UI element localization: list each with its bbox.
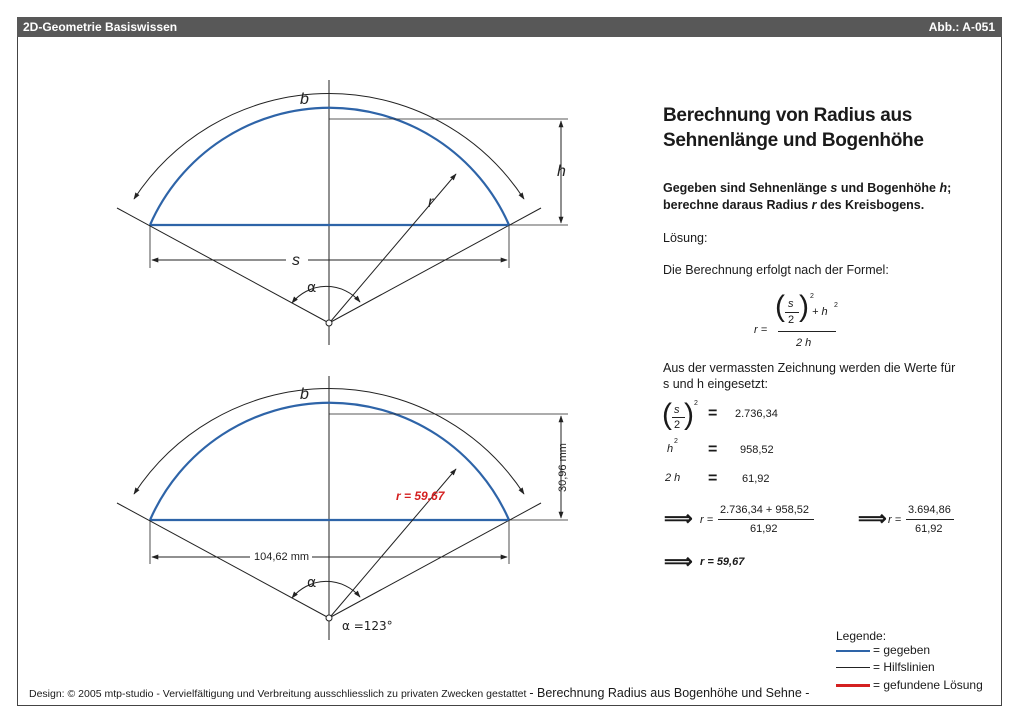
- values-row2-eq: =: [708, 441, 718, 458]
- given-text-1: Gegeben sind Sehnenlänge: [663, 181, 831, 195]
- calc-step2-lhs: r =: [888, 514, 902, 526]
- formula-h-square: 2: [834, 302, 838, 309]
- top-s-label: s: [292, 252, 300, 269]
- calc-step2-arrow-icon: ⟹: [858, 508, 887, 530]
- formula-paren-close: ): [799, 290, 809, 323]
- values-paren-open: (: [662, 398, 672, 431]
- legend-line-found: [836, 684, 870, 687]
- formula-two: 2: [788, 314, 795, 326]
- footer: [29, 686, 809, 700]
- values-intro: Aus der vermassten Zeichnung werden die Werte für s und h eingesetzt:: [663, 361, 956, 391]
- legend-given: = gegeben: [873, 643, 931, 657]
- formula-plus-h: + h: [812, 306, 828, 318]
- top-alpha-label: α: [307, 280, 317, 296]
- bottom-radius-result-label: r = 59,67: [396, 489, 445, 503]
- values-s: s: [674, 404, 680, 416]
- footer-figure-title: - Berechnung Radius aus Bogenhöhe und Sehne -: [529, 686, 810, 700]
- formula-denominator: 2 h: [796, 337, 812, 349]
- calc-step2-den: 61,92: [915, 523, 943, 535]
- formula-intro: Die Berechnung erfolgt nach der Formel:: [663, 263, 889, 277]
- calc-step1-den: 61,92: [750, 523, 778, 535]
- top-diagram: [117, 80, 568, 345]
- formula-square: 2: [810, 293, 814, 300]
- given-text-3: ;: [947, 181, 952, 195]
- values-row2-label: h: [667, 443, 674, 455]
- values-row3-label: 2 h: [665, 472, 681, 484]
- top-b-label: b: [300, 91, 309, 108]
- top-h-label: h: [557, 163, 566, 180]
- formula-paren-open: (: [775, 290, 785, 323]
- bottom-alpha-label: α: [307, 575, 317, 591]
- bottom-diagram: [117, 376, 569, 640]
- formula-fraction-line: [778, 331, 836, 332]
- values-row2-value: 958,52: [740, 444, 774, 456]
- calc-step2-fraction-line: [906, 519, 954, 520]
- top-r-label: r: [428, 194, 434, 211]
- values-row3-eq: =: [708, 470, 718, 487]
- values-row1-eq: =: [708, 405, 718, 422]
- given-r: r: [811, 198, 817, 212]
- solution-label: Lösung:: [663, 231, 708, 245]
- calc-step1-lhs: r =: [700, 514, 714, 526]
- footer-design: Design: © 2005 mtp-studio - Vervielfältigung und Verbreitung ausschliesslich zu privaten Zwecken gestattet: [29, 688, 527, 700]
- calc-result: r = 59,67: [700, 556, 745, 568]
- calc-step1-fraction-line: [718, 519, 814, 520]
- page-title: Berechnung von Radius aus Sehnenlänge und Bogenhöhe: [663, 105, 924, 151]
- bottom-height-label: 30,96 mm: [557, 443, 569, 492]
- values-two: 2: [674, 419, 681, 431]
- given-s: s: [830, 181, 838, 195]
- bottom-angle-label: α =123°: [342, 619, 393, 633]
- values-row2-square: 2: [674, 438, 678, 445]
- calc-step1-arrow-icon: ⟹: [664, 508, 693, 530]
- given-text-2: und Bogenhöhe: [837, 181, 940, 195]
- values-row3-value: 61,92: [742, 473, 770, 485]
- given-statement: [663, 180, 983, 214]
- bottom-alpha-arc: [292, 581, 360, 598]
- formula-s: s: [788, 298, 794, 310]
- values-square: 2: [694, 400, 698, 407]
- legend-found: = gefundene Lösung: [873, 678, 983, 692]
- bottom-b-label: b: [300, 386, 309, 403]
- legend-title: Legende:: [836, 629, 887, 643]
- top-r-dimension: [331, 174, 456, 321]
- legend-line-aux: [836, 667, 870, 668]
- legend-aux: = Hilfslinien: [873, 660, 935, 674]
- values-row1-value: 2.736,34: [735, 408, 778, 420]
- given-text-4: berechne daraus Radius: [663, 198, 812, 212]
- header-title: 2D-Geometrie Basiswissen: [23, 20, 178, 34]
- given-text-5: des Kreisbogens.: [816, 198, 925, 212]
- legend-line-given: [836, 650, 870, 652]
- calc-step2-num: 3.694,86: [908, 504, 951, 516]
- calc-result-arrow-icon: ⟹: [664, 551, 693, 573]
- given-h: h: [939, 181, 948, 195]
- values-paren-close: ): [684, 398, 694, 431]
- top-center-point: [326, 320, 332, 326]
- figure-number: Abb.: A-051: [928, 20, 995, 34]
- calc-step1-num: 2.736,34 + 958,52: [720, 504, 809, 516]
- top-alpha-arc: [292, 286, 360, 303]
- bottom-chord-label: 104,62 mm: [254, 551, 310, 563]
- formula-inner-fraction-line: [785, 312, 799, 313]
- bottom-center-point: [326, 615, 332, 621]
- formula-lhs: r =: [754, 324, 768, 336]
